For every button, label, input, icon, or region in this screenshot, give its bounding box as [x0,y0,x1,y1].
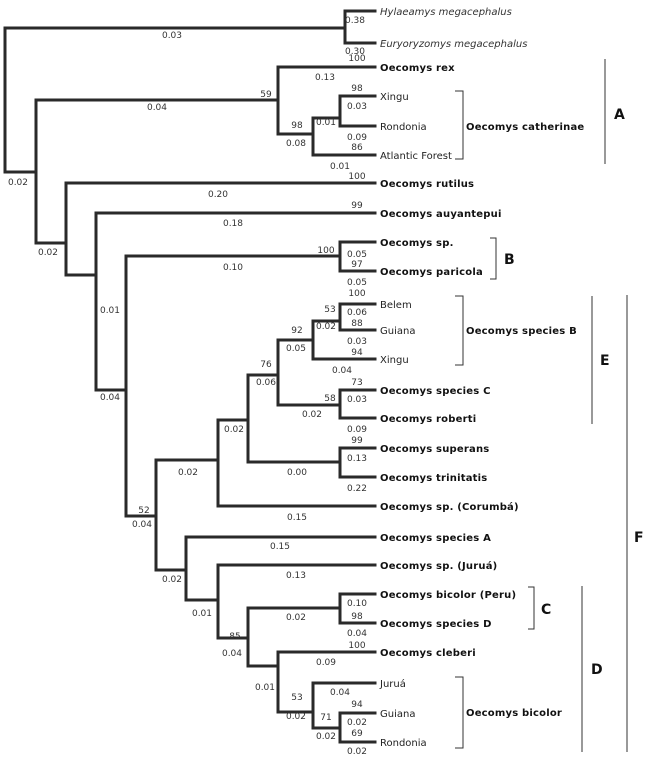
taxon-label: Oecomys roberti [380,414,477,425]
support-value: 69 [351,729,363,739]
branch-value: 0.09 [315,658,337,668]
group-label-e: E [600,353,610,369]
support-value: 71 [320,713,332,723]
branch-value: 0.04 [346,629,368,639]
branch-value: 0.03 [346,337,368,347]
support-value: 100 [348,54,366,64]
taxon-label: Oecomys sp. [380,238,454,249]
taxon-label: Oecomys sp. (Juruá) [380,561,498,572]
branch-value: 0.15 [269,542,291,552]
taxon-label: Oecomys sp. (Corumbá) [380,502,519,513]
support-value: 53 [291,693,303,703]
branch-value: 0.04 [131,520,153,530]
branch-value: 0.09 [346,133,368,143]
group-label-a: A [614,107,625,123]
branch-value: 0.09 [346,425,368,435]
branch-value: 0.13 [285,571,307,581]
branch-value: 0.06 [346,308,368,318]
taxon-label: Atlantic Forest [380,151,452,162]
branch-value: 0.06 [255,378,277,388]
taxon-label: Oecomys species A [380,533,492,544]
branch-value: 0.02 [301,410,323,420]
branch-value: 0.05 [346,250,368,260]
support-value: 98 [351,84,363,94]
branch-value: 0.02 [346,747,368,757]
taxon-labels [379,7,527,749]
group-label-f: F [634,530,644,546]
branch-value: 0.01 [329,162,351,172]
support-value: 100 [348,172,366,182]
branch-value: 0.02 [7,178,29,188]
taxon-label: Oecomys species C [380,386,491,397]
branch-value: 0.02 [161,575,183,585]
taxon-label: Oecomys bicolor (Peru) [380,590,517,601]
clade-label-bicolor: Oecomys bicolor [466,708,563,719]
branch-value: 0.30 [344,47,366,57]
support-value: 52 [138,506,150,516]
branch-value: 0.10 [222,263,244,273]
taxon-label: Oecomys trinitatis [380,473,488,484]
support-value: 58 [324,394,336,404]
branch-value: 0.05 [285,344,307,354]
branch-value: 0.15 [286,513,308,523]
support-value: 94 [351,700,363,710]
branch-value: 0.02 [223,425,245,435]
clade-label-species-b: Oecomys species B [466,326,577,337]
support-value: 100 [348,641,366,651]
taxon-label: Juruá [380,679,406,690]
branch-value: 0.04 [146,103,168,113]
support-value: 73 [351,378,363,388]
support-value: 92 [291,326,303,336]
branch-value: 0.38 [344,16,366,26]
support-value: 94 [351,348,363,358]
taxon-label: Euryoryzomys megacephalus [380,39,528,50]
branch-value: 0.02 [177,468,199,478]
support-value: 99 [351,436,363,446]
branch-value: 0.02 [315,322,337,332]
group-label-b: B [504,252,515,268]
support-value: 100 [317,246,335,256]
branch-value: 0.02 [285,712,307,722]
branch-value: 0.01 [254,683,276,693]
taxon-label: Rondonia [380,122,427,133]
support-value: 85 [229,632,241,642]
support-value: 98 [291,121,303,131]
branch-value: 0.05 [346,278,368,288]
branch-value: 0.03 [346,395,368,405]
branch-value: 0.22 [346,484,368,494]
support-value: 98 [351,612,363,622]
branch-value: 0.13 [346,454,368,464]
taxon-label: Rondonia [380,738,427,749]
support-value: 100 [348,289,366,299]
branch-value: 0.01 [315,118,337,128]
taxon-label: Xingu [380,355,409,366]
taxon-label: Guiana [380,326,416,337]
clade-label-catherinae: Oecomys catherinae [466,122,585,133]
branch-value: 0.04 [221,649,243,659]
clade-brackets [455,59,644,752]
taxon-label: Oecomys superans [380,444,490,455]
branch-value: 0.03 [346,102,368,112]
support-value: 59 [260,90,272,100]
support-value: 97 [351,260,363,270]
branch-value: 0.04 [331,366,353,376]
taxon-label: Oecomys rutilus [380,179,475,190]
branch-value: 0.04 [99,393,121,403]
taxon-label: Oecomys auyantepui [380,209,502,220]
branch-value: 0.04 [329,688,351,698]
branch-value: 0.03 [161,31,183,41]
branch-value: 0.02 [346,718,368,728]
group-label-c: C [541,602,552,618]
taxon-label: Xingu [380,92,409,103]
taxon-label: Oecomys cleberi [380,648,476,659]
branch-value: 0.01 [99,306,121,316]
taxon-label: Oecomys rex [380,63,455,74]
branch-value: 0.08 [285,139,307,149]
branch-value: 0.01 [191,609,213,619]
support-value: 53 [324,305,336,315]
taxon-label: Belem [380,300,412,311]
group-label-d: D [591,662,603,678]
support-value: 86 [351,143,363,153]
branch-value: 0.02 [285,613,307,623]
branch-value: 0.02 [37,248,59,258]
support-value: 88 [351,319,363,329]
support-value: 99 [351,201,363,211]
taxon-label: Oecomys paricola [380,267,483,278]
branch-value: 0.18 [222,219,244,229]
branch-value: 0.00 [286,468,308,478]
branch-value: 0.20 [207,190,229,200]
branch-value: 0.13 [314,73,336,83]
taxon-label: Guiana [380,709,416,720]
support-value: 76 [260,360,272,370]
taxon-label: Hylaeamys megacephalus [380,7,512,18]
taxon-label: Oecomys species D [380,619,492,630]
branch-value: 0.10 [346,599,368,609]
branch-value: 0.02 [315,732,337,742]
